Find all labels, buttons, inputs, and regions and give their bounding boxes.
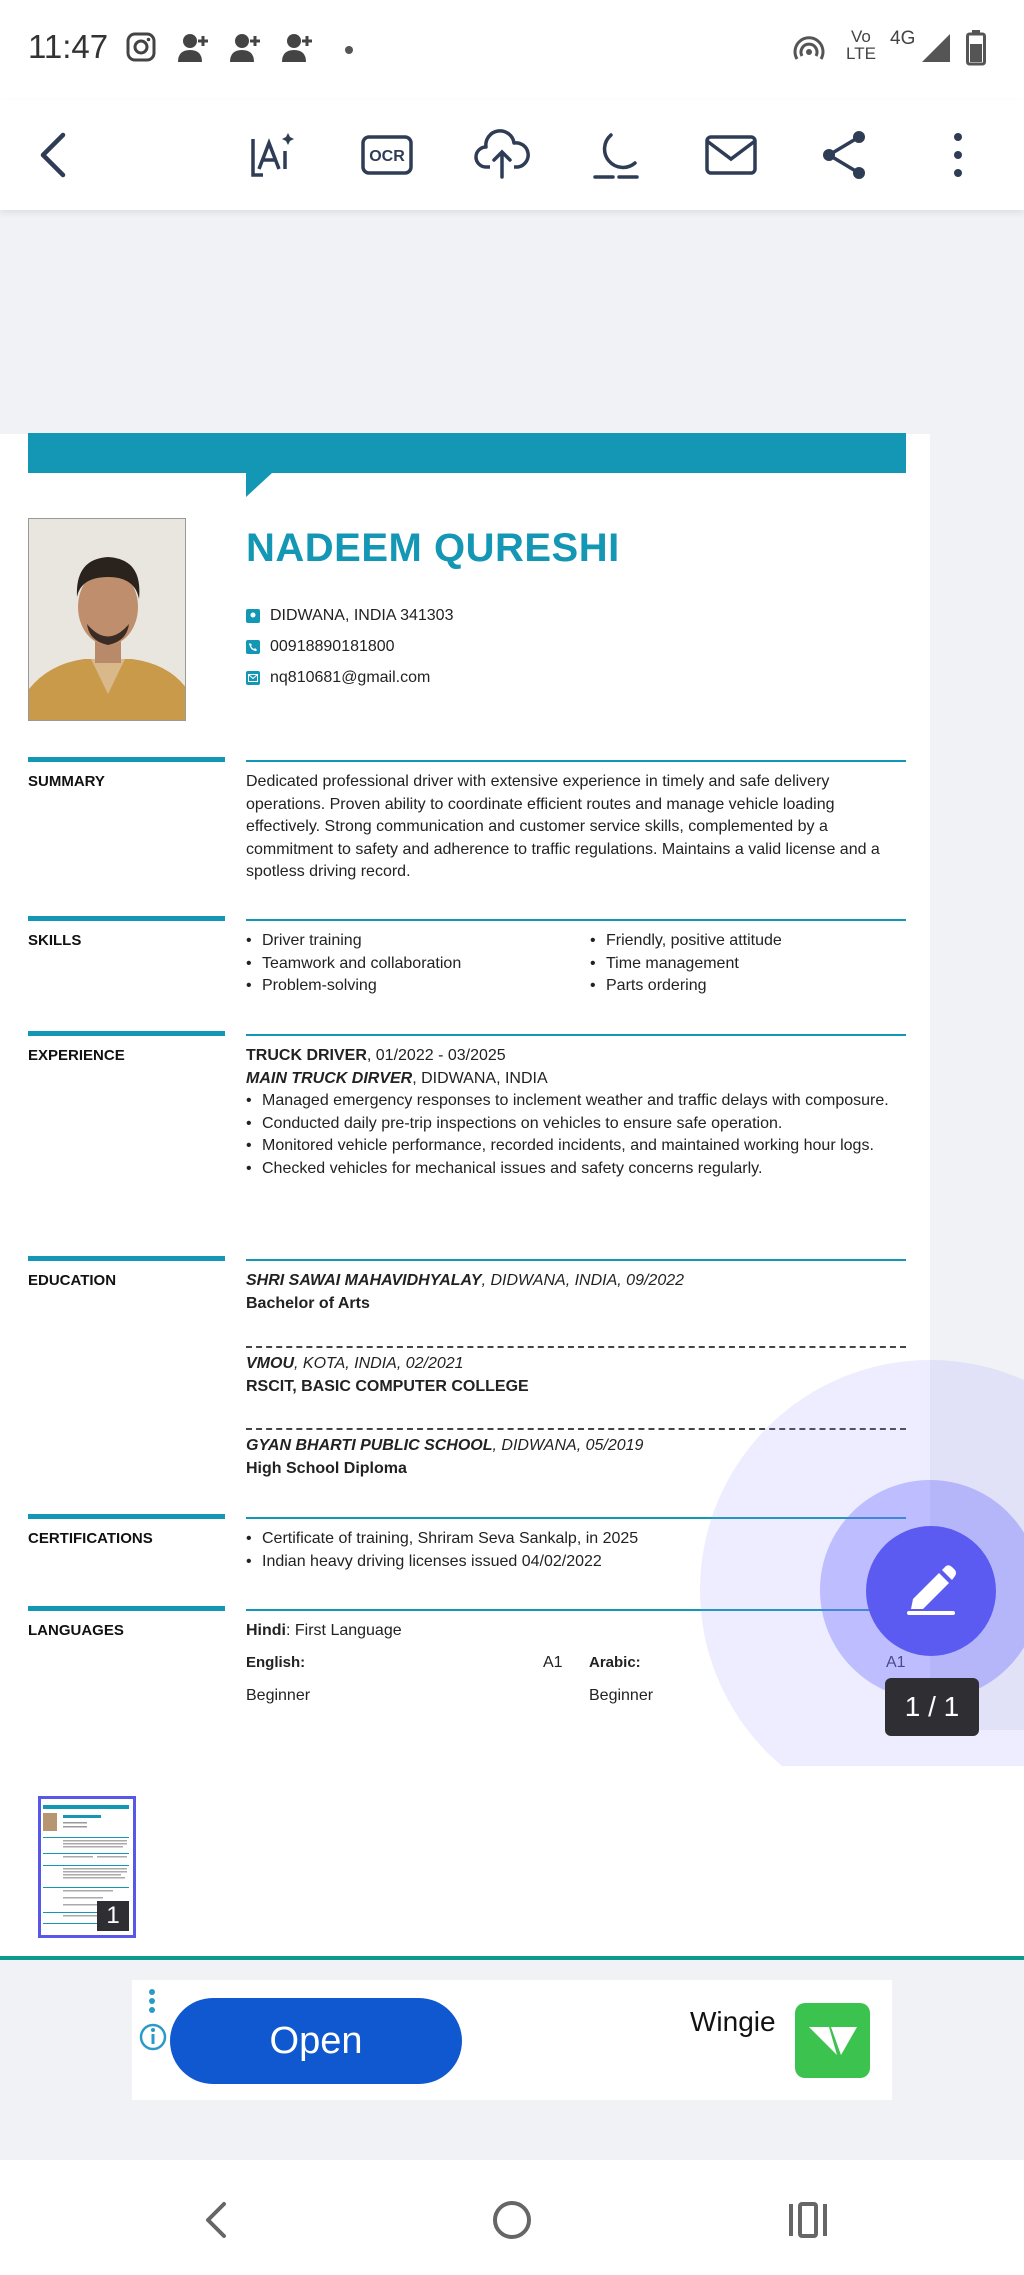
experience-label: EXPERIENCE bbox=[28, 1047, 125, 1064]
section-rule bbox=[28, 1606, 225, 1611]
language-desc: Beginner bbox=[246, 1687, 311, 1704]
nav-home-button[interactable] bbox=[482, 2190, 542, 2250]
mail-button[interactable] bbox=[698, 122, 764, 188]
skills-label: SKILLS bbox=[28, 932, 82, 949]
list-item: • Parts ordering bbox=[590, 975, 906, 998]
section-rule bbox=[246, 760, 906, 762]
battery-icon bbox=[966, 30, 986, 71]
education-entry: GYAN BHARTI PUBLIC SCHOOL, DIDWANA, 05/2019 High School Diploma bbox=[246, 1437, 644, 1477]
ai-button[interactable] bbox=[240, 122, 306, 188]
more-button[interactable] bbox=[925, 122, 991, 188]
volte-indicator: Vo LTE bbox=[846, 27, 876, 63]
education-entry: VMOU, KOTA, INDIA, 02/2021 RSCIT, BASIC COMPUTER COLLEGE bbox=[246, 1355, 529, 1395]
page-counter: 1 / 1 bbox=[885, 1678, 979, 1736]
language-desc: Beginner bbox=[589, 1687, 654, 1704]
hotspot-icon bbox=[792, 34, 826, 69]
skills-list-right bbox=[590, 930, 906, 998]
job-dates: , 01/2022 - 03/2025 bbox=[366, 1047, 506, 1064]
section-rule bbox=[28, 916, 225, 921]
page-thumbnail[interactable] bbox=[38, 1796, 136, 1938]
contact-email: nq810681@gmail.com bbox=[246, 669, 430, 687]
instagram-icon bbox=[126, 32, 156, 67]
signal-icon bbox=[920, 32, 952, 69]
ad-open-button[interactable]: Open bbox=[170, 1998, 462, 2084]
add-person-icon bbox=[228, 32, 262, 69]
nav-back-icon bbox=[198, 2200, 238, 2240]
education-label: EDUCATION bbox=[28, 1272, 117, 1289]
contact-phone: 00918890181800 bbox=[246, 638, 395, 656]
toolbar bbox=[0, 100, 1024, 210]
list-item: • Managed emergency responses to inclement weather and traffic delays with composure. bbox=[246, 1090, 906, 1113]
night-mode-button[interactable] bbox=[584, 122, 650, 188]
nav-recents-button[interactable] bbox=[778, 2190, 838, 2250]
section-rule bbox=[28, 1514, 225, 1519]
job-title: TRUCK DRIVER bbox=[246, 1047, 367, 1064]
list-item: • Monitored vehicle performance, recorded incidents, and maintained working hour logs. bbox=[246, 1135, 906, 1158]
resume-name: NADEEM QURESHI bbox=[246, 526, 620, 570]
languages-label: LANGUAGES bbox=[28, 1622, 124, 1639]
list-item: • Friendly, positive attitude bbox=[590, 930, 906, 953]
pencil-icon bbox=[899, 1559, 963, 1623]
education-divider bbox=[246, 1346, 906, 1348]
section-rule bbox=[246, 1259, 906, 1261]
dot-icon bbox=[344, 42, 354, 60]
night-mode-icon bbox=[589, 127, 645, 183]
status-bar bbox=[0, 0, 1024, 100]
list-item: • Conducted daily pre-trip inspections on vehicles to ensure safe operation. bbox=[246, 1113, 906, 1136]
list-item: • Teamwork and collaboration bbox=[246, 953, 576, 976]
job-header bbox=[246, 1045, 906, 1068]
ad-options-icon[interactable] bbox=[147, 1988, 157, 2021]
summary-text: Dedicated professional driver with extensive experience in timely and safe delivery operations. Proven ability to coordinate efficient routes and manage vehicle loading effectively. Strong communication and customer service skills, complemented by a commitment to safety and adherence to traffic regulations. Maintains a valid license and a spotless driving record. bbox=[246, 773, 880, 880]
more-vertical-icon bbox=[930, 127, 986, 183]
skills-list-left bbox=[246, 930, 576, 998]
back-arrow-icon bbox=[27, 127, 83, 183]
section-rule bbox=[246, 1034, 906, 1036]
list-item: • Time management bbox=[590, 953, 906, 976]
nav-recents-icon bbox=[786, 2200, 830, 2240]
share-icon bbox=[817, 127, 873, 183]
section-rule bbox=[28, 1031, 225, 1036]
ocr-button[interactable] bbox=[354, 122, 420, 188]
profile-photo bbox=[28, 518, 186, 721]
list-item: • Problem-solving bbox=[246, 975, 576, 998]
experience-entry bbox=[246, 1045, 906, 1180]
nav-home-icon bbox=[490, 2198, 534, 2242]
status-time: 11:47 bbox=[28, 28, 109, 65]
cloud-upload-icon bbox=[474, 127, 530, 183]
language-name: Arabic: bbox=[589, 1654, 641, 1671]
back-button[interactable] bbox=[22, 122, 88, 188]
ad-brand-name: Wingie bbox=[690, 2006, 776, 2037]
section-rule bbox=[28, 757, 225, 762]
thumbnail-strip bbox=[0, 1766, 1024, 1958]
ad-info-icon[interactable] bbox=[138, 2022, 168, 2057]
header-bar bbox=[28, 433, 906, 473]
location-pin-icon bbox=[246, 609, 260, 623]
certifications-label: CERTIFICATIONS bbox=[28, 1530, 153, 1547]
thumbnail-page-number: 1 bbox=[97, 1901, 129, 1931]
network-type: 4G bbox=[890, 28, 916, 49]
summary-label: SUMMARY bbox=[28, 773, 105, 790]
upload-button[interactable] bbox=[469, 122, 535, 188]
job-bullets bbox=[246, 1090, 906, 1180]
list-item: • Checked vehicles for mechanical issues and safety concerns regularly. bbox=[246, 1158, 906, 1181]
nav-back-button[interactable] bbox=[188, 2190, 248, 2250]
language-name: English: bbox=[246, 1654, 306, 1671]
list-item: • Certificate of training, Shriram Seva Sankalp, in 2025 bbox=[246, 1528, 906, 1551]
section-rule bbox=[28, 1256, 225, 1261]
job-company: MAIN TRUCK DIRVER, DIDWANA, INDIA bbox=[246, 1069, 548, 1087]
contact-location: DIDWANA, INDIA 341303 bbox=[246, 607, 453, 625]
mail-icon bbox=[703, 127, 759, 183]
ad-brand-logo[interactable] bbox=[795, 2003, 870, 2078]
education-entry: SHRI SAWAI MAHAVIDHYALAY, DIDWANA, INDIA, 09/2022 Bachelor of Arts bbox=[246, 1272, 685, 1312]
add-person-icon bbox=[176, 32, 210, 69]
ai-text-icon bbox=[245, 127, 301, 183]
language-level: A1 bbox=[886, 1654, 906, 1671]
ocr-label: OCR bbox=[369, 148, 405, 165]
email-icon bbox=[246, 671, 260, 685]
language-level: A1 bbox=[543, 1654, 563, 1671]
native-language: Hindi: First Language bbox=[246, 1622, 402, 1639]
phone-icon bbox=[246, 640, 260, 654]
add-person-icon bbox=[280, 32, 314, 69]
list-item: • Driver training bbox=[246, 930, 576, 953]
wingie-logo-icon bbox=[807, 2021, 859, 2061]
share-button[interactable] bbox=[812, 122, 878, 188]
list-item: • Indian heavy driving licenses issued 04/02/2022 bbox=[246, 1551, 906, 1574]
edit-button[interactable] bbox=[866, 1526, 996, 1656]
ocr-icon bbox=[359, 127, 415, 183]
section-rule bbox=[246, 919, 906, 921]
header-notch bbox=[246, 473, 272, 497]
